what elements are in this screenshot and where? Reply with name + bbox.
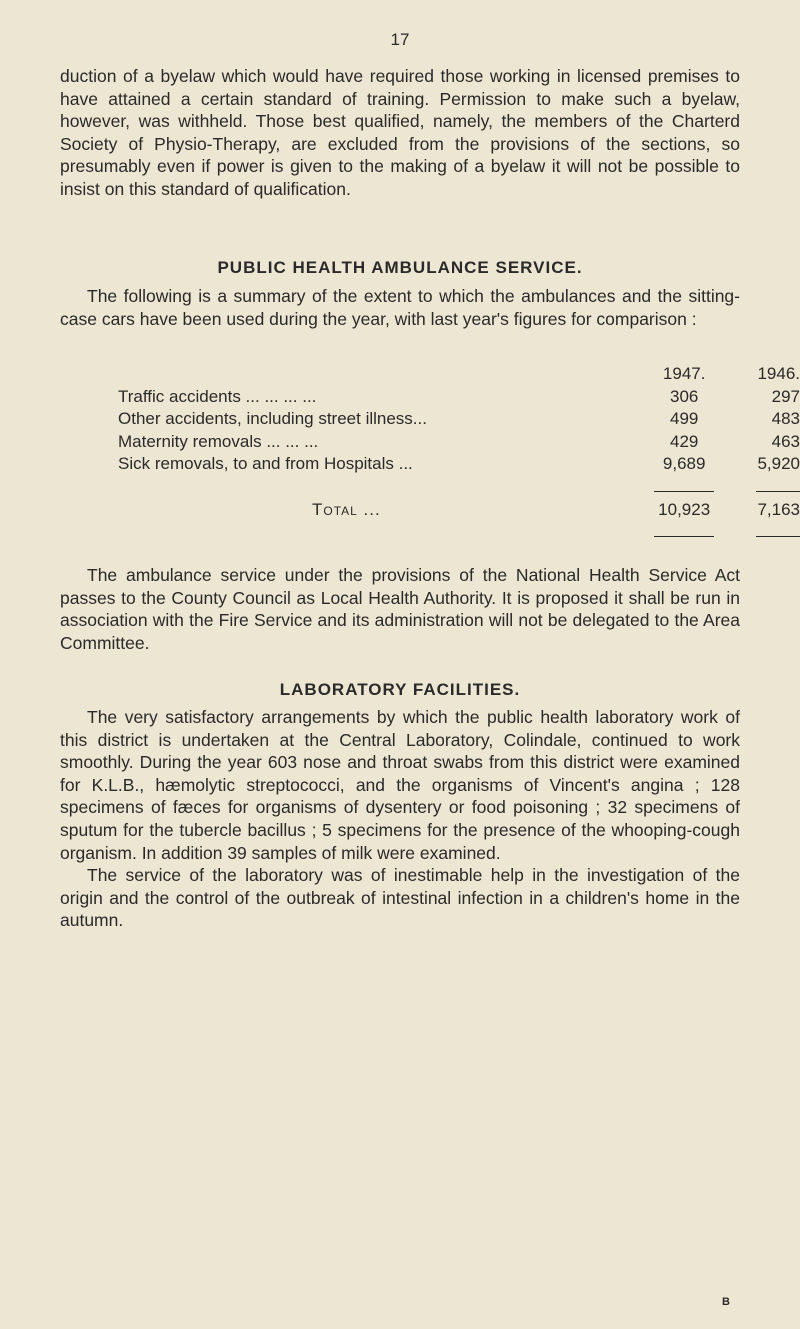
- row-label: Maternity removals ... ... ...: [118, 431, 319, 451]
- table-row: [118, 408, 800, 431]
- total-1947: 10,923: [658, 499, 711, 519]
- table-row: [118, 431, 800, 454]
- table-rule-row: [118, 476, 800, 499]
- ambulance-heading: PUBLIC HEALTH AMBULANCE SERVICE.: [217, 258, 583, 277]
- table-header-row: [118, 363, 800, 386]
- signature-mark: B: [722, 1296, 730, 1308]
- total-1946: 7,163: [757, 499, 800, 519]
- divider: [756, 536, 800, 537]
- row-value-1947: 499: [669, 409, 699, 429]
- ambulance-intro: [60, 285, 740, 330]
- laboratory-section: [60, 706, 740, 932]
- laboratory-paragraph-2: The service of the laboratory was of inestimable help in the investigation of the origin and the control of the outbreak of intestinal infection in a children's home in the autumn.: [60, 865, 740, 931]
- row-value-1947: 429: [669, 431, 699, 451]
- laboratory-paragraph-1: The very satisfactory arrangements by which the public health laboratory work of this district is undertaken at the Central Laboratory, Colindale, continued to work smoothly. During the year 603 nose and throat swabs from this district were examined for K.L.B., hæmolytic streptococci, and the organisms of Vincent's angina ; 128 specimens of fæces for organisms of dysentery or food poisoning ; 32 specimens of sputum for the tubercle bacillus ; 5 specimens for the presence of the whooping-cough organism. In addition 39 samples of milk were examined.: [60, 707, 740, 863]
- row-label: Sick removals, to and from Hospitals ...: [118, 454, 413, 474]
- table-row: [118, 386, 800, 409]
- intro-text: duction of a byelaw which would have required those working in licensed premises to have attained a certain standard of training. Permission to make such a byelaw, however, was withheld. Those best qualified, namely, the members of the Charterd Society of Physio-Therapy, are excluded from the provisions of the sections, so presumably even if power is given to the making of a byelaw it will not be possible to insist on this standard of qualification.: [60, 66, 740, 199]
- ambulance-table: [118, 363, 800, 544]
- row-value-1947: 306: [669, 386, 699, 406]
- ambulance-closing: [60, 564, 740, 654]
- table-row: [118, 453, 800, 476]
- total-label: Total ...: [312, 499, 381, 519]
- laboratory-heading: LABORATORY FACILITIES.: [279, 680, 521, 699]
- row-value-1946: 483: [771, 409, 800, 429]
- row-label: Traffic accidents ... ... ... ...: [118, 386, 317, 406]
- divider: [756, 491, 800, 492]
- row-value-1947: 9,689: [662, 454, 706, 474]
- row-value-1946: 463: [771, 431, 800, 451]
- intro-paragraph: [60, 65, 740, 201]
- ambulance-intro-text: The following is a summary of the extent to which the ambulances and the sitting-case cars have been used during the year, with last year's figures for comparison :: [60, 286, 740, 329]
- row-value-1946: 5,920: [757, 454, 800, 474]
- divider: [654, 536, 714, 537]
- col-1946-header: 1946.: [757, 364, 800, 383]
- divider: [654, 491, 714, 492]
- table-rule-row: [118, 521, 800, 544]
- ambulance-closing-text: The ambulance service under the provisions of the National Health Service Act passes to the County Council as Local Health Authority. It is proposed it shall be run in association with the Fire Service and its administration will not be delegated to the Area Committee.: [60, 565, 740, 653]
- row-label: Other accidents, including street illness...: [118, 409, 427, 429]
- table-total-row: [118, 499, 800, 522]
- page-number: 17: [390, 30, 410, 49]
- col-1947-header: 1947.: [662, 364, 706, 383]
- row-value-1946: 297: [771, 386, 800, 406]
